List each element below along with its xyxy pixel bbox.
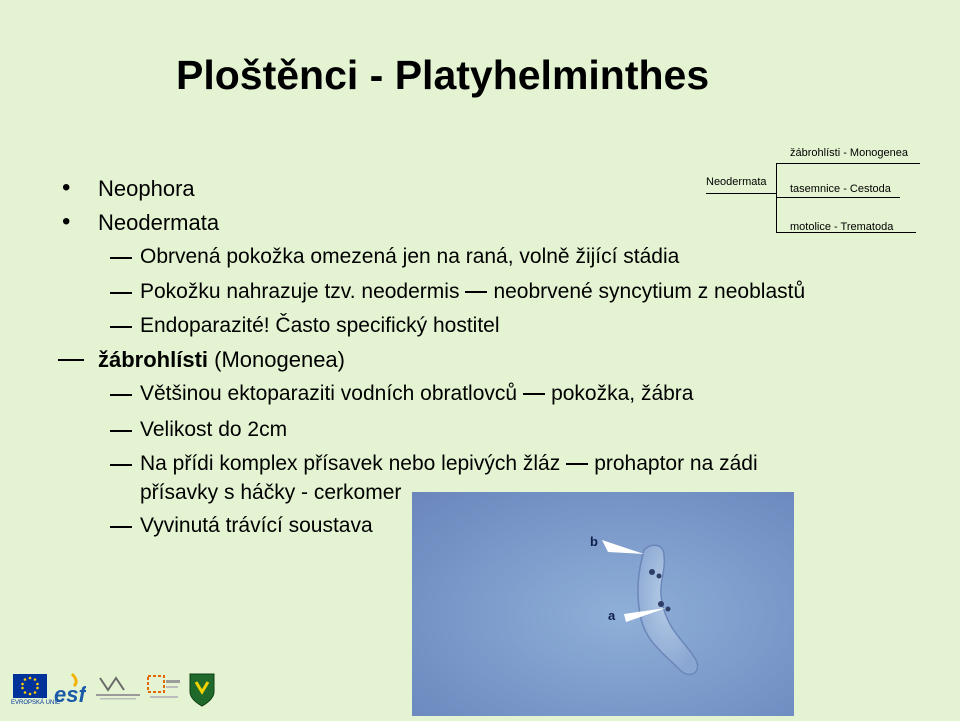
dash-icon [110, 326, 132, 328]
op-vk-logo-icon [146, 674, 182, 706]
item-travici: Vyvinutá trávící soustava [140, 514, 373, 538]
eu-caption: EVROPSKÁ UNIE [11, 700, 61, 706]
dash-icon [110, 292, 132, 294]
item-velikost: Velikost do 2cm [140, 418, 287, 442]
msmt-logo-icon [92, 674, 144, 704]
item-zabrohlisti: žábrohlísti (Monogenea) [98, 347, 345, 373]
item-endoparazite: Endoparazité! Často specifický hostitel [140, 314, 500, 338]
tree-branch-1 [776, 163, 920, 164]
label-a: a [608, 608, 616, 623]
bullet-neophora: • Neophora [62, 174, 195, 201]
item-pokozka: Pokožku nahrazuje tzv. neodermis neobrvené syncytium z neoblastů [140, 280, 805, 304]
university-crest-icon [188, 672, 216, 713]
inline-dash-icon [465, 291, 487, 293]
tree-root: Neodermata [706, 176, 767, 188]
inline-dash-icon [523, 393, 545, 395]
eu-flag-icon [13, 674, 47, 698]
bullet-neodermata: • Neodermata [62, 208, 220, 235]
item-vetsinou: Většinou ektoparaziti vodních obratlovců pokožka, žábra [140, 382, 693, 406]
label-b: b [590, 534, 598, 549]
svg-text:esf: esf [54, 682, 86, 707]
tree-branch-monogenea: žábrohlísti - Monogenea [790, 147, 909, 159]
item-naprid: Na přídi komplex přísavek nebo lepivých žláz prohaptor na zádi [140, 452, 758, 476]
dash-icon [110, 526, 132, 528]
item-naprid-continued: přísavky s háčky - cerkomer [140, 481, 402, 504]
footer-logos [0, 664, 960, 716]
dash-icon [110, 430, 132, 432]
taxonomy-tree [700, 144, 960, 244]
tree-root-underline [706, 193, 776, 194]
dash-icon [110, 394, 132, 396]
inline-dash-icon [566, 463, 588, 465]
slide-title: Ploštěnci - Platyhelminthes [176, 52, 710, 98]
tree-branch-cestoda: tasemnice - Cestoda [790, 183, 891, 195]
tree-branch-2 [776, 197, 900, 198]
esf-logo-icon [52, 672, 86, 713]
dash-icon [110, 464, 132, 466]
bullet-dot-icon: • [62, 208, 71, 235]
tree-branch-trematoda: motolice - Trematoda [790, 221, 894, 233]
bullet-dot-icon: • [62, 174, 71, 201]
dash-icon [110, 257, 132, 259]
dash-icon [58, 359, 84, 361]
item-obrvena: Obrvená pokožka omezená jen na raná, volně žijící stádia [140, 245, 679, 269]
